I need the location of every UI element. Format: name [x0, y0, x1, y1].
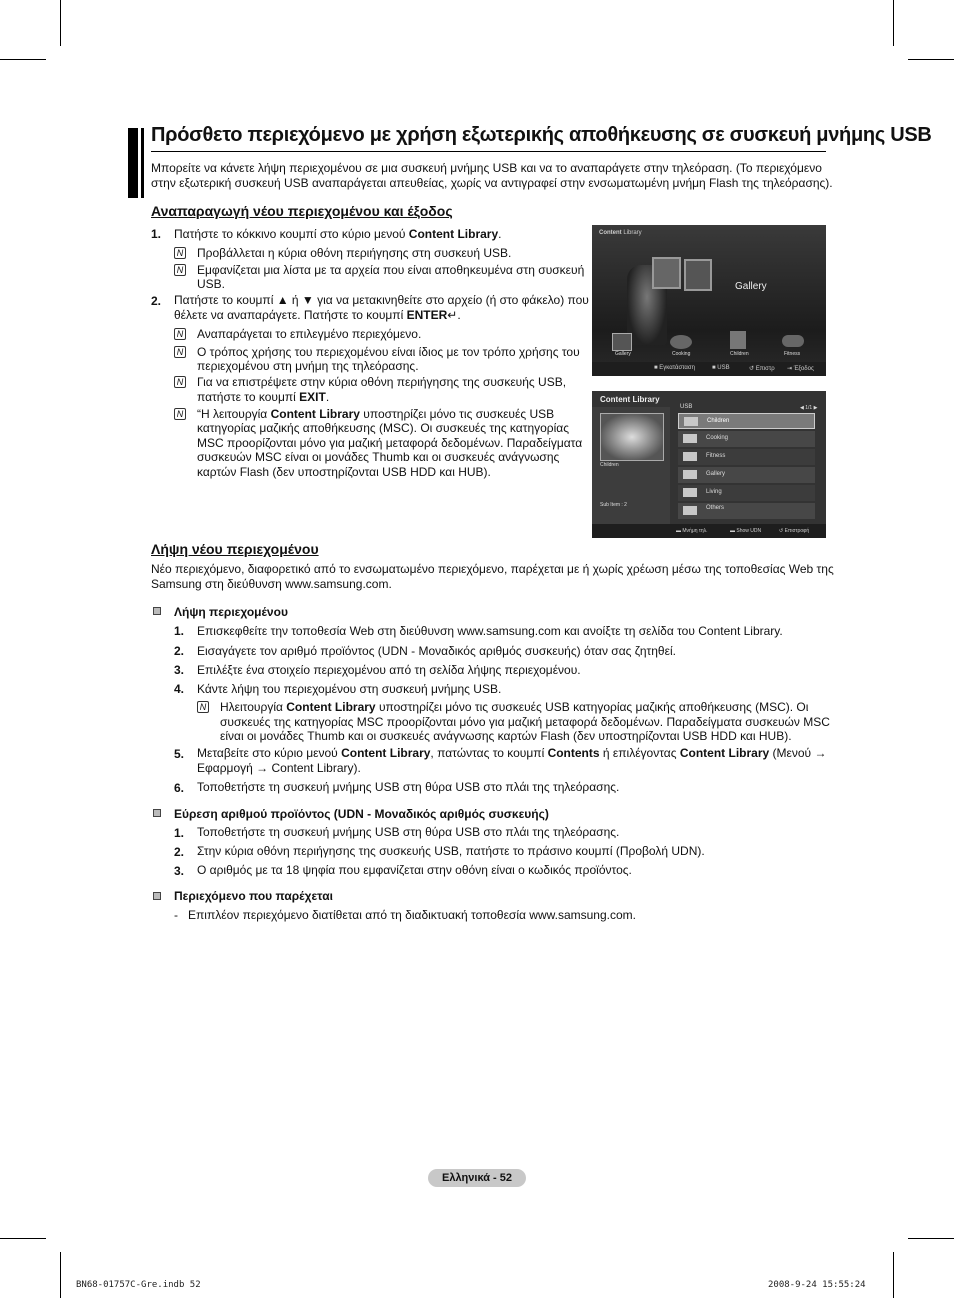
frame-image [684, 259, 712, 291]
note-text: Εμφανίζεται μια λίστα με τα αρχεία που είναι αποθηκευμένα στη συσκευή [197, 263, 585, 277]
subsection-title: Περιεχόμενο που παρέχεται [174, 889, 333, 903]
step-number: 4. [174, 682, 185, 696]
subsection-title: Εύρεση αριθμού προϊόντος (UDN - Μοναδικός αριθμός συσκευής) [174, 807, 549, 821]
section-heading: Αναπαραγωγή νέου περιεχομένου και έξοδος [151, 203, 453, 219]
footer-key: ▬ Μνήμη τηλ. [676, 528, 708, 534]
note-text: Για να επιστρέψετε στην κύρια οθόνη περιήγησης της συσκευής USB, [197, 375, 567, 389]
print-timestamp: 2008-9-24 15:55:24 [768, 1280, 866, 1290]
category-label[interactable]: Gallery [615, 351, 631, 357]
note-icon: N [174, 346, 186, 358]
page-indicator: ◀ 1/1 ▶ [800, 405, 818, 411]
note-icon: N [174, 376, 186, 388]
thumbnail [600, 413, 664, 461]
bullet-square [153, 809, 161, 817]
dash-bullet: - [174, 908, 178, 922]
crop-mark [893, 1252, 894, 1298]
footer-green-key: ■ USB [712, 365, 730, 371]
folder-icon [683, 470, 697, 479]
folder-icon [684, 417, 698, 426]
folder-item[interactable]: Cooking [678, 431, 815, 447]
note-icon: N [174, 247, 186, 259]
title-accent-bar [141, 128, 144, 198]
screenshot-content-library-home [592, 225, 826, 376]
step-text: θέλετε να αναπαράγετε. Πατήστε το κουμπί ENTER↵. [174, 308, 461, 322]
note-text: USB. [197, 277, 226, 291]
subsection-title: Λήψη περιεχομένου [174, 605, 288, 619]
step-number: 1. [174, 826, 185, 840]
print-slug: BN68-01757C-Gre.indb 52 [76, 1280, 201, 1290]
section-intro: Samsung στη διεύθυνση www.samsung.com. [151, 577, 392, 591]
folder-item[interactable]: Gallery [678, 467, 815, 483]
note-text: περιεχομένου στη μνήμη της τηλεόρασης. [197, 359, 419, 373]
screen-header: Content Library [599, 230, 642, 236]
folder-item[interactable]: Fitness [678, 449, 815, 465]
bullet-square [153, 892, 161, 900]
footer-red-key: ■ Εγκατάσταση [654, 365, 695, 371]
gallery-label: Gallery [735, 281, 767, 292]
category-tabs [592, 327, 826, 361]
category-label[interactable]: Fitness [784, 351, 801, 357]
step-text: Τοποθετήστε τη συσκευή μνήμης USB στη θύρα USB στο πλάι της τηλεόρασης. [197, 780, 620, 794]
note-icon: N [197, 701, 209, 713]
note-text: πατήστε το κουμπί EXIT. [197, 390, 330, 404]
sub-item-count: Sub Item : 2 [600, 502, 627, 508]
intro-line: στην εξωτερική συσκευή USB αναπαράγεται απευθείας, χωρίς να αντιγραφεί στην ενσωματωμένη μνήμη Flash της τηλεόρασης). [151, 176, 833, 190]
step-text: Εισαγάγετε τον αριθμό προϊόντος (UDN - Μοναδικός αριθμός συσκευής) όταν σας ζητηθεί. [197, 644, 676, 658]
step-text: Επιπλέον περιεχόμενο διατίθεται από τη διαδικτυακή τοποθεσία www.samsung.com. [188, 908, 636, 922]
folder-icon [683, 434, 697, 443]
note-text: MSC προορίζονται μόνο για μαζική μεταφορά δεδομένων. Παραδείγματα [197, 436, 583, 450]
note-text: Ο τρόπος χρήσης του περιεχομένου είναι ίδιος με τον τρόπο χρήσης του [197, 345, 580, 359]
category-icon-fitness[interactable] [782, 335, 804, 347]
enter-icon: ↵ [447, 308, 458, 322]
step-number: 2. [151, 294, 162, 308]
thumbnail-label: Children [600, 462, 619, 468]
step-number: 2. [174, 845, 185, 859]
page-title: Πρόσθετο περιεχόμενο με χρήση εξωτερικής αποθήκευσης σε συσκευή μνήμης USB [151, 124, 932, 146]
category-label[interactable]: Cooking [672, 351, 691, 357]
step-text: Εφαρμογή → Content Library). [197, 761, 361, 775]
screen-footer [592, 524, 826, 538]
crop-mark [0, 59, 46, 60]
crop-mark [908, 1238, 954, 1239]
footer-key: ▬ Show UDN [730, 528, 762, 534]
folder-item[interactable]: Children [678, 413, 815, 429]
screen-header: Content Library [600, 395, 660, 404]
folder-item[interactable]: Living [678, 485, 815, 501]
frame-image [652, 257, 681, 289]
crop-mark [893, 0, 894, 46]
step-text: Πατήστε το κουμπί ▲ ή ▼ για να μετακινηθείτε στο αρχείο (ή στο φάκελο) που [174, 293, 589, 307]
title-rule [151, 151, 826, 152]
screen-footer [592, 362, 826, 376]
step-text: Μεταβείτε στο κύριο μενού Content Library, πατώντας το κουμπί Contents ή επιλέγοντας Content Library (Μενού → [197, 746, 827, 760]
folder-item[interactable]: Others [678, 503, 815, 519]
step-text: Πατήστε το κόκκινο κουμπί στο κύριο μενού Content Library. [174, 227, 502, 241]
step-text: Επισκεφθείτε την τοποθεσία Web στη διεύθυνση www.samsung.com και ανοίξτε τη σελίδα του Content Library. [197, 624, 783, 638]
step-number: 6. [174, 781, 185, 795]
step-number: 5. [174, 747, 185, 761]
step-number: 3. [174, 864, 185, 878]
category-icon-children[interactable] [730, 331, 746, 349]
screenshot-usb-browser [592, 391, 826, 538]
bullet-square [153, 607, 161, 615]
note-text: καρτών Flash (δεν υποστηρίζονται USB HDD και HUB). [197, 465, 491, 479]
folder-icon [683, 488, 697, 497]
step-number: 2. [174, 644, 185, 658]
note-text: κατηγορίας μαζικής αποθήκευσης (MSC). Οι συσκευές της κατηγορίας [197, 421, 570, 435]
crop-mark [908, 59, 954, 60]
step-number: 1. [174, 624, 185, 638]
step-number: 1. [151, 227, 162, 241]
note-text: Προβάλλεται η κύρια οθόνη περιήγησης στη συσκευή USB. [197, 246, 512, 260]
crop-mark [60, 0, 61, 46]
note-text: Ηλειτουργία Content Library υποστηρίζει μόνο τις συσκευές USB κατηγορίας μαζικής αποθήκευσης (MSC). Οι [220, 700, 809, 714]
title-accent-bar [128, 128, 138, 198]
crop-mark [0, 1238, 46, 1239]
crop-mark [60, 1252, 61, 1298]
note-icon: N [174, 408, 186, 420]
section-intro: Νέο περιεχόμενο, διαφορετικό από το ενσωματωμένο περιεχόμενο, παρέχεται με ή χωρίς χρέωση μέσω της τοποθεσίας Web της [151, 562, 834, 576]
page-number: Ελληνικά - 52 [428, 1169, 526, 1187]
footer-return: ↺ Επιστρ [749, 366, 775, 372]
section-heading: Λήψη νέου περιεχομένου [151, 541, 319, 557]
folder-icon [683, 506, 697, 515]
step-text: Τοποθετήστε τη συσκευή μνήμης USB στη θύρα USB στο πλάι της τηλεόρασης. [197, 825, 620, 839]
note-text: συσκευών MSC είναι οι μονάδες Thumb και οι συσκευές ανάγνωσης [197, 450, 560, 464]
step-text: Ο αριθμός με τα 18 ψηφία που εμφανίζεται στην οθόνη είναι ο κωδικός προϊόντος. [197, 863, 632, 877]
intro-line: Μπορείτε να κάνετε λήψη περιεχομένου σε μια συσκευή μνήμης USB και να το αναπαράγετε στην τηλεόραση. (Το περιεχόμενο [151, 161, 822, 175]
note-text: “Η λειτουργία Content Library υποστηρίζει μόνο τις συσκευές USB [197, 407, 555, 421]
category-icon-cooking[interactable] [670, 335, 692, 349]
note-icon: N [174, 264, 186, 276]
note-text: είναι οι μονάδες Thumb και οι συσκευές ανάγνωσης καρτών Flash (δεν υποστηρίζονται USB HDD και HUB). [220, 729, 792, 743]
note-icon: N [174, 328, 186, 340]
step-number: 3. [174, 663, 185, 677]
usb-label: USB [680, 404, 693, 410]
footer-exit: ⇥ Έξοδος [787, 366, 814, 372]
step-text: Κάντε λήψη του περιεχομένου στη συσκευή μνήμης USB. [197, 682, 502, 696]
step-text: Επιλέξτε ένα στοιχείο περιεχομένου από τη σελίδα λήψης περιεχομένου. [197, 663, 581, 677]
note-text: συσκευές της κατηγορίας MSC προορίζονται μόνο για μαζική μεταφορά δεδομένων. Παραδείγματα συσκευών MSC [220, 715, 830, 729]
folder-icon [683, 452, 697, 461]
note-text: Αναπαράγεται το επιλεγμένο περιεχόμενο. [197, 327, 422, 341]
category-label[interactable]: Children [730, 351, 749, 357]
step-text: Στην κύρια οθόνη περιήγησης της συσκευής USB, πατήστε το πράσινο κουμπί (Προβολή UDN). [197, 844, 705, 858]
category-icon-gallery[interactable] [612, 333, 632, 351]
footer-return: ↺ Επιστροφή [779, 528, 810, 534]
